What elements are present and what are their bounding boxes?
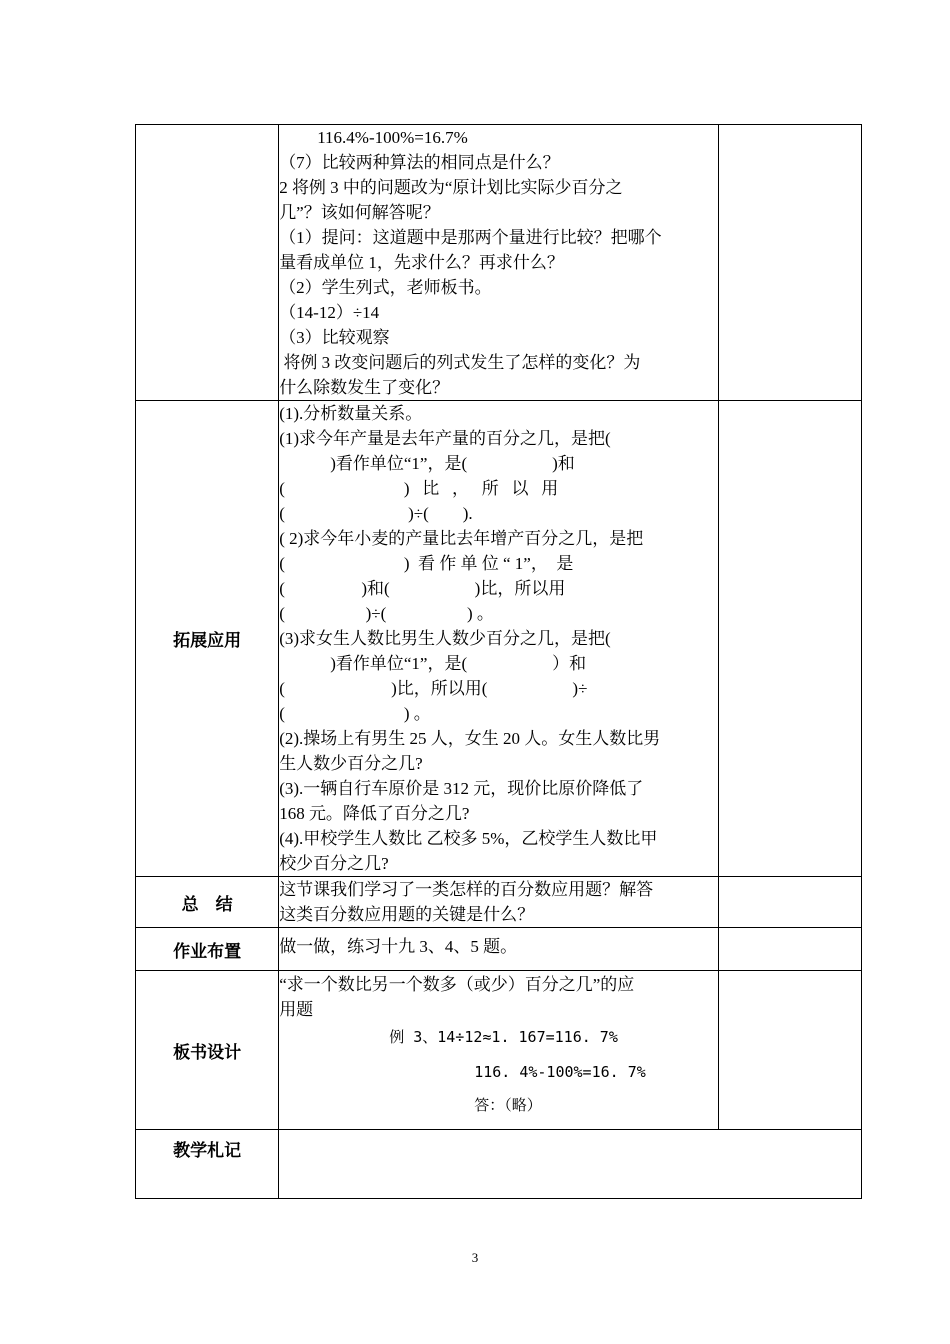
homework-content xyxy=(279,928,719,971)
board-row xyxy=(136,971,862,1130)
text-line: (3).一辆自行车原价是 312 元，现价比原价降低了 xyxy=(279,779,644,798)
text-line: (1)求今年产量是去年产量的百分之几，是把( xyxy=(279,429,611,448)
board-notes-cell xyxy=(718,971,861,1130)
text-line: 生人数少百分之几? xyxy=(279,754,423,773)
text-line: ( )÷( ). xyxy=(279,504,473,523)
text-line: ( ) 看 作 单 位 “ 1”， 是 xyxy=(279,554,574,573)
expand-label: 拓展应用 xyxy=(136,401,279,877)
notes-content xyxy=(279,1130,862,1199)
board-content xyxy=(279,971,719,1130)
text-line: ( 2)求今年小麦的产量比去年增产百分之几，是把 xyxy=(279,529,644,548)
board-label: 板书设计 xyxy=(136,971,279,1130)
text-line: ( ) 。 xyxy=(279,704,431,723)
lesson-plan-table xyxy=(135,124,862,1199)
homework-notes-cell xyxy=(718,928,861,971)
homework-row xyxy=(136,928,862,971)
expand-notes-cell xyxy=(718,401,861,877)
text-line: (2).操场上有男生 25 人，女生 20 人。女生人数比男 xyxy=(279,729,661,748)
text-line: ( )比，所以用( )÷ xyxy=(279,679,588,698)
text-line: 量看成单位 1，先求什么？再求什么？ xyxy=(279,253,564,272)
text-line: 168 元。降低了百分之几? xyxy=(279,804,470,823)
text-line: ( )÷( ) 。 xyxy=(279,604,494,623)
text-line: 几”？该如何解答呢？ xyxy=(279,203,440,222)
text-line: （14-12）÷14 xyxy=(279,303,380,322)
summary-label: 总 结 xyxy=(136,877,279,928)
continuation-row xyxy=(136,125,862,401)
text-line: (1).分析数量关系。 xyxy=(279,404,423,423)
board-equation: 例 3、14÷12≈1. 167=116. 7% xyxy=(389,1028,618,1046)
text-line: )看作单位“1”，是( )和 xyxy=(279,454,575,473)
text-line: 这类百分数应用题的关键是什么？ xyxy=(279,905,535,924)
board-title-line: 用题 xyxy=(279,1000,314,1019)
summary-content xyxy=(279,877,719,928)
continuation-content xyxy=(279,125,719,401)
expand-row xyxy=(136,401,862,877)
notes-row xyxy=(136,1130,862,1199)
text-line: (4).甲校学生人数比 乙校多 5%，乙校学生人数比甲 xyxy=(279,829,658,848)
homework-label: 作业布置 xyxy=(136,928,279,971)
text-line: 做一做，练习十九 3、4、5 题。 xyxy=(279,937,518,956)
text-line: 什么除数发生了变化？ xyxy=(279,378,450,397)
text-line: （2）学生列式，老师板书。 xyxy=(279,278,492,297)
expand-content xyxy=(279,401,719,877)
text-line: 2 将例 3 中的问题改为“原计划比实际少百分之 xyxy=(279,178,623,197)
text-line: 校少百分之几? xyxy=(279,854,389,873)
summary-row xyxy=(136,877,862,928)
text-line: )看作单位“1”，是( ）和 xyxy=(279,654,587,673)
continuation-notes-cell xyxy=(718,125,861,401)
text-line: ( )和( )比，所以用 xyxy=(279,579,566,598)
text-line: 将例 3 改变问题后的列式发生了怎样的变化？为 xyxy=(279,353,641,372)
text-line: （7）比较两种算法的相同点是什么？ xyxy=(279,153,560,172)
text-line: （1）提问：这道题中是那两个量进行比较？把哪个 xyxy=(279,228,662,247)
text-line: （3）比较观察 xyxy=(279,328,390,347)
page-number: 3 xyxy=(471,1250,479,1265)
board-title-line: “求一个数比另一个数多（或少）百分之几”的应 xyxy=(279,975,635,994)
text-line: 116.4%-100%=16.7% xyxy=(317,128,468,147)
notes-label: 教学札记 xyxy=(136,1130,279,1199)
board-equation: 116. 4%-100%=16. 7% xyxy=(474,1063,646,1081)
summary-notes-cell xyxy=(718,877,861,928)
text-line: (3)求女生人数比男生人数少百分之几，是把( xyxy=(279,629,611,648)
text-line: ( ) 比 ， 所 以 用 xyxy=(279,479,559,498)
text-line: 这节课我们学习了一类怎样的百分数应用题？解答 xyxy=(279,880,654,899)
board-answer: 答：（略） xyxy=(474,1096,542,1114)
continuation-label-cell xyxy=(136,125,279,401)
